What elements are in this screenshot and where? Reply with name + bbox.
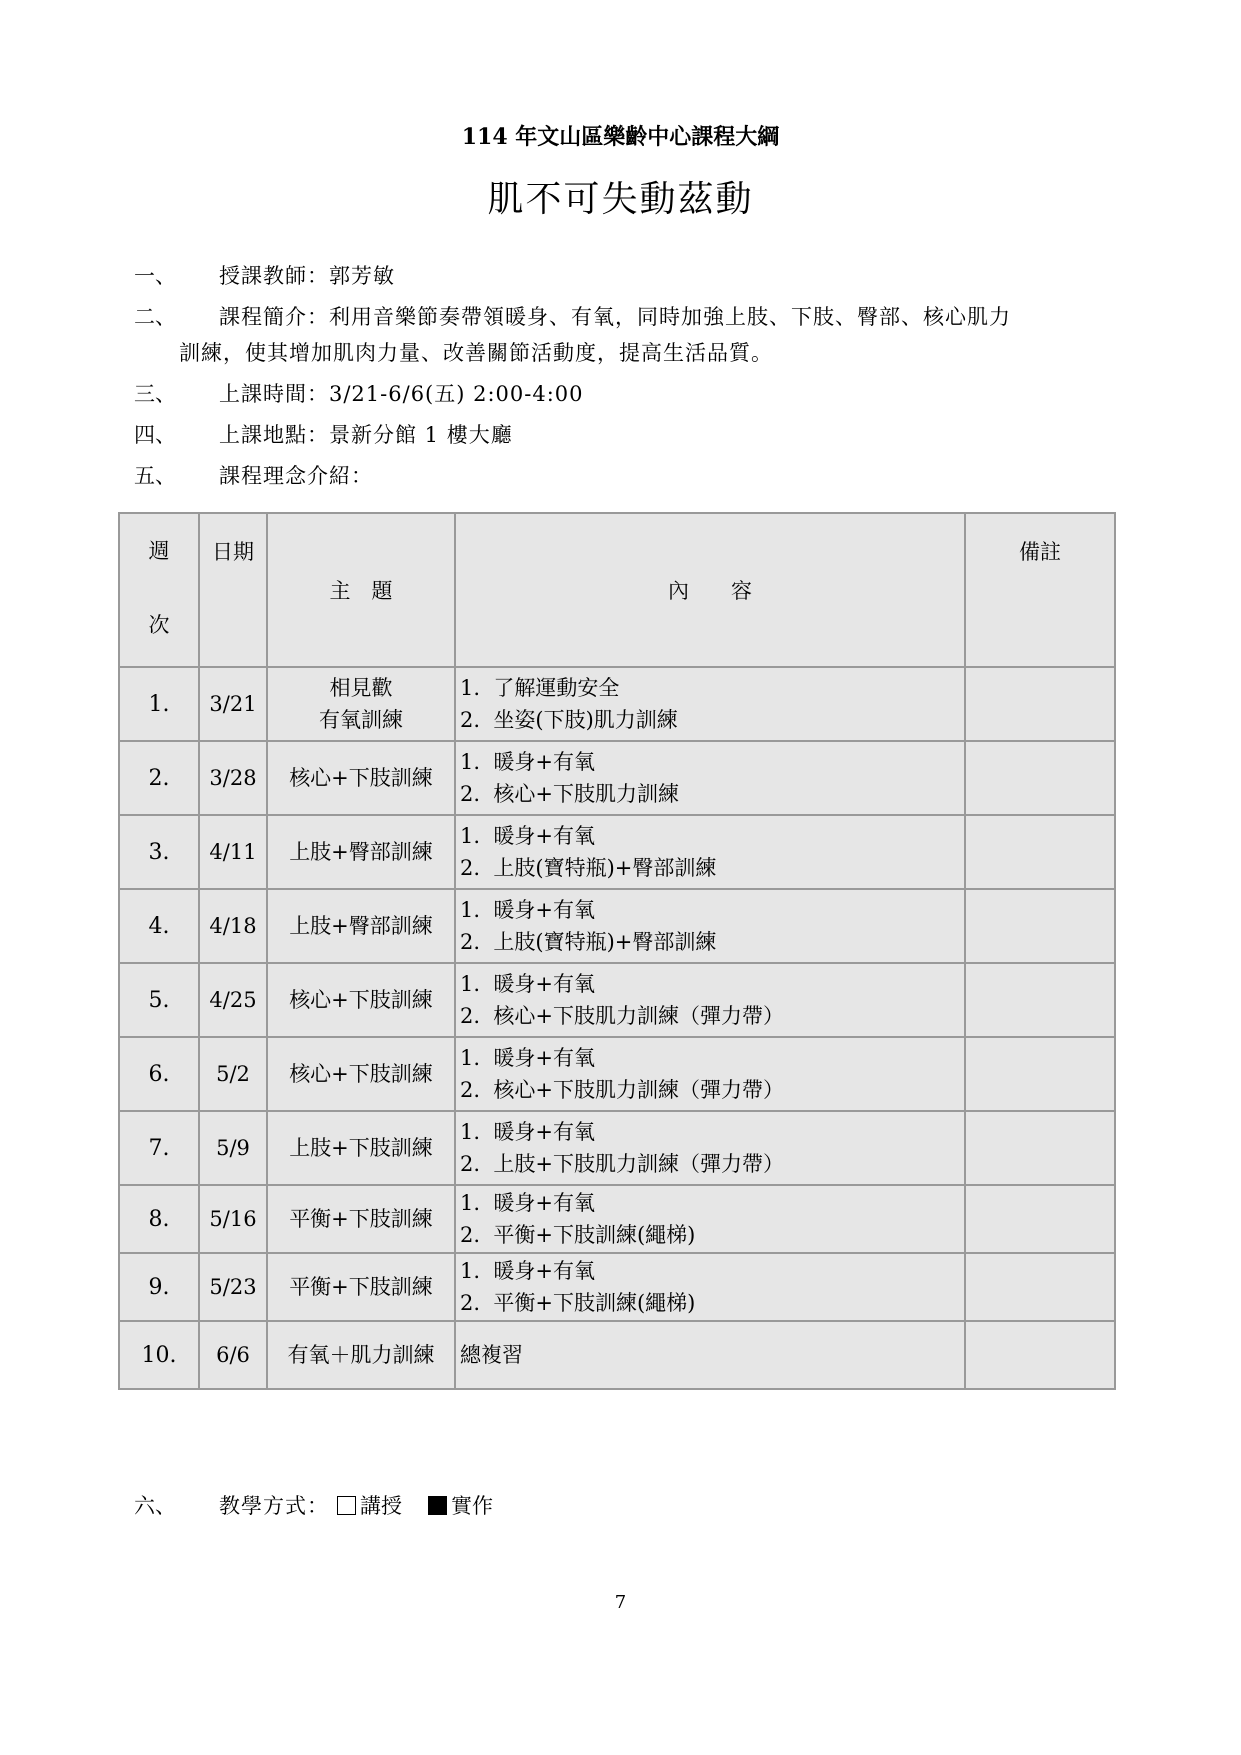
page-number: 7	[614, 1592, 627, 1613]
cell-date: 4/11	[199, 815, 267, 889]
info-text: 上課地點：景新分館 1 樓大廳	[219, 423, 513, 447]
table-row	[119, 1185, 1115, 1253]
cell-content	[455, 1321, 965, 1389]
cell-week: 5.	[119, 963, 199, 1037]
cell-topic	[267, 741, 455, 815]
content-line: 1. 暖身+有氧	[460, 972, 595, 996]
table-row	[119, 667, 1115, 741]
teaching-method	[134, 1490, 519, 1520]
info-number: 五、	[134, 464, 176, 488]
option-practice-label: 實作	[451, 1494, 493, 1518]
cell-date: 5/2	[199, 1037, 267, 1111]
cell-week: 6.	[119, 1037, 199, 1111]
topic-line: 相見歡	[329, 676, 393, 700]
header-date: 日期	[199, 513, 267, 667]
info-text: 授課教師：郭芳敏	[219, 264, 395, 288]
cell-note	[965, 1253, 1115, 1321]
cell-date: 3/28	[199, 741, 267, 815]
header-content: 內 容	[455, 513, 965, 667]
info-item	[134, 421, 1124, 449]
cell-week: 1.	[119, 667, 199, 741]
content-line: 1. 暖身+有氧	[460, 898, 595, 922]
cell-topic	[267, 1111, 455, 1185]
cell-content	[455, 667, 965, 741]
cell-note	[965, 963, 1115, 1037]
cell-topic	[267, 815, 455, 889]
info-item	[134, 380, 1124, 408]
cell-topic	[267, 667, 455, 741]
content-line: 總複習	[460, 1343, 523, 1367]
content-line: 2. 核心+下肢肌力訓練	[460, 782, 679, 806]
cell-note	[965, 1037, 1115, 1111]
content-line: 2. 核心+下肢肌力訓練（彈力帶）	[460, 1078, 784, 1102]
teaching-method-label: 教學方式：	[219, 1494, 329, 1518]
content-line: 2. 核心+下肢肌力訓練（彈力帶）	[460, 1004, 784, 1028]
cell-note	[965, 1321, 1115, 1389]
course-info	[134, 262, 1124, 503]
content-line: 2. 平衡+下肢訓練(繩梯)	[460, 1223, 696, 1247]
unchecked-box-icon[interactable]	[337, 1496, 356, 1515]
cell-note	[965, 1185, 1115, 1253]
cell-date: 5/16	[199, 1185, 267, 1253]
cell-topic	[267, 1253, 455, 1321]
table-row	[119, 1253, 1115, 1321]
cell-note	[965, 1111, 1115, 1185]
cell-week: 3.	[119, 815, 199, 889]
cell-content	[455, 1111, 965, 1185]
header-note: 備註	[965, 513, 1115, 667]
cell-note	[965, 667, 1115, 741]
topic-line: 上肢+臀部訓練	[289, 914, 433, 938]
content-line: 2. 平衡+下肢訓練(繩梯)	[460, 1291, 696, 1315]
info-text: 課程簡介：利用音樂節奏帶領暖身、有氧，同時加強上肢、下肢、臀部、核心肌力	[219, 305, 1011, 329]
info-item	[134, 262, 1124, 290]
header-week: 週 次	[119, 513, 199, 667]
content-line: 2. 上肢(寶特瓶)+臀部訓練	[460, 856, 717, 880]
option-practice[interactable]	[428, 1490, 493, 1520]
cell-topic	[267, 1037, 455, 1111]
content-line: 1. 暖身+有氧	[460, 824, 595, 848]
option-lecture[interactable]	[337, 1490, 402, 1520]
content-line: 1. 暖身+有氧	[460, 750, 595, 774]
cell-content	[455, 815, 965, 889]
cell-date: 4/18	[199, 889, 267, 963]
info-text: 課程理念介紹：	[219, 464, 373, 488]
info-number: 六、	[134, 1494, 176, 1518]
cell-week: 10.	[119, 1321, 199, 1389]
table-header-row	[119, 513, 1115, 667]
cell-date: 5/9	[199, 1111, 267, 1185]
cell-note	[965, 889, 1115, 963]
content-line: 1. 了解運動安全	[460, 676, 620, 700]
info-text-continuation: 訓練，使其增加肌肉力量、改善關節活動度，提高生活品質。	[179, 341, 773, 365]
topic-line: 上肢+下肢訓練	[289, 1136, 433, 1160]
schedule-table	[118, 512, 1116, 1390]
cell-note	[965, 815, 1115, 889]
cell-week: 8.	[119, 1185, 199, 1253]
info-item	[134, 462, 1124, 490]
table-row	[119, 1037, 1115, 1111]
cell-content	[455, 889, 965, 963]
cell-week: 9.	[119, 1253, 199, 1321]
cell-date: 3/21	[199, 667, 267, 741]
cell-date: 4/25	[199, 963, 267, 1037]
cell-week: 2.	[119, 741, 199, 815]
content-line: 1. 暖身+有氧	[460, 1191, 595, 1215]
info-number: 四、	[134, 423, 176, 447]
info-number: 二、	[134, 305, 176, 329]
cell-note	[965, 741, 1115, 815]
table-row	[119, 741, 1115, 815]
cell-date: 5/23	[199, 1253, 267, 1321]
cell-content	[455, 963, 965, 1037]
document-subtitle: 114 年文山區樂齡中心課程大綱	[461, 124, 780, 150]
topic-line: 有氧＋肌力訓練	[287, 1343, 435, 1367]
cell-content	[455, 741, 965, 815]
course-title: 肌不可失動茲動	[487, 179, 754, 220]
topic-line: 上肢+臀部訓練	[289, 840, 433, 864]
info-number: 一、	[134, 264, 176, 288]
cell-topic	[267, 1321, 455, 1389]
document-header	[0, 120, 1241, 222]
content-line: 2. 上肢+下肢肌力訓練（彈力帶）	[460, 1152, 784, 1176]
content-line: 2. 上肢(寶特瓶)+臀部訓練	[460, 930, 717, 954]
cell-content	[455, 1253, 965, 1321]
info-item	[134, 303, 1124, 331]
content-line: 2. 坐姿(下肢)肌力訓練	[460, 708, 678, 732]
cell-topic	[267, 889, 455, 963]
option-lecture-label: 講授	[360, 1494, 402, 1518]
cell-topic	[267, 1185, 455, 1253]
cell-content	[455, 1185, 965, 1253]
cell-date: 6/6	[199, 1321, 267, 1389]
cell-week: 7.	[119, 1111, 199, 1185]
table-row	[119, 815, 1115, 889]
checked-box-icon[interactable]	[428, 1496, 447, 1515]
topic-line: 核心+下肢訓練	[289, 1062, 433, 1086]
topic-line: 核心+下肢訓練	[289, 766, 433, 790]
content-line: 1. 暖身+有氧	[460, 1120, 595, 1144]
table-row	[119, 1321, 1115, 1389]
cell-content	[455, 1037, 965, 1111]
info-text: 上課時間：3/21-6/6(五) 2:00-4:00	[219, 382, 584, 406]
topic-line: 核心+下肢訓練	[289, 988, 433, 1012]
content-line: 1. 暖身+有氧	[460, 1259, 595, 1283]
info-number: 三、	[134, 382, 176, 406]
topic-line: 有氧訓練	[319, 708, 403, 732]
table-row	[119, 963, 1115, 1037]
header-topic: 主 題	[267, 513, 455, 667]
content-line: 1. 暖身+有氧	[460, 1046, 595, 1070]
topic-line: 平衡+下肢訓練	[289, 1275, 433, 1299]
cell-topic	[267, 963, 455, 1037]
topic-line: 平衡+下肢訓練	[289, 1207, 433, 1231]
cell-week: 4.	[119, 889, 199, 963]
table-row	[119, 1111, 1115, 1185]
table-row	[119, 889, 1115, 963]
